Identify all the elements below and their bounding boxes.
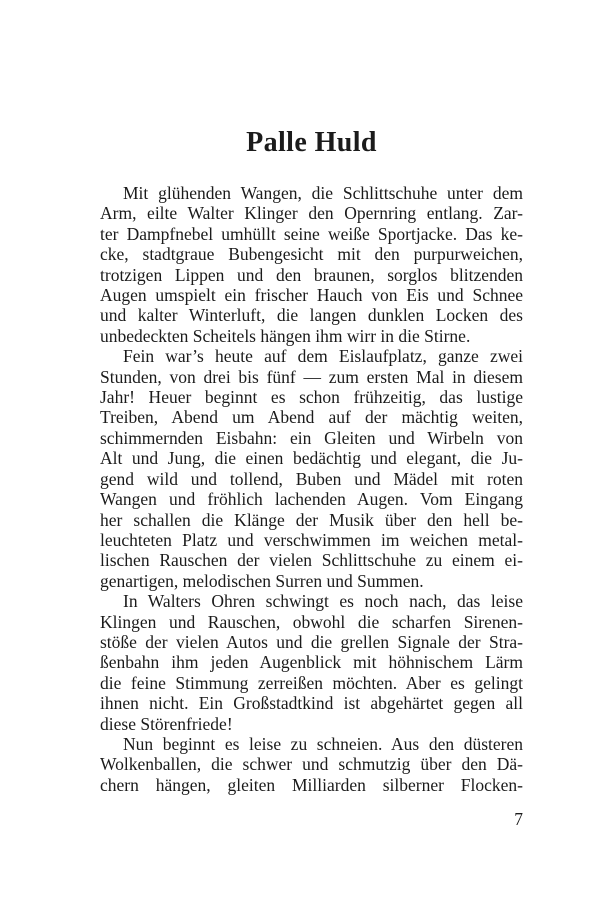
text-line: cke, stadtgraue Bubengesicht mit den purpurweichen, <box>100 244 523 265</box>
text-line: chern hängen, gleiten Milliarden silberner Flocken- <box>100 774 523 795</box>
paragraph <box>100 591 523 734</box>
paragraph <box>100 346 523 591</box>
page-title: Palle Huld <box>246 127 377 158</box>
paragraph <box>100 734 523 795</box>
text-line: Stunden, von drei bis fünf — zum ersten Mal in diesem <box>100 366 523 387</box>
text-line: die feine Stimmung zerreißen möchten. Aber es gelingt <box>100 672 523 693</box>
text-line: stöße der vielen Autos und die grellen Signale der Stra- <box>100 631 523 652</box>
text-line: Fein war’s heute auf dem Eislaufplatz, ganze zwei <box>123 346 523 367</box>
text-line: Nun beginnt es leise zu schneien. Aus den düsteren <box>123 733 523 754</box>
text-line: Treiben, Abend um Abend auf der mächtig weiten, <box>100 407 523 428</box>
text-line: diese Störenfriede! <box>100 713 233 734</box>
text-line: ßenbahn ihm jeden Augenblick mit höhnischem Lärm <box>100 652 523 673</box>
text-line: Klingen und Rauschen, obwohl die scharfen Sirenen- <box>100 611 523 632</box>
text-line: ter Dampfnebel umhüllt seine weiße Sportjacke. Das ke- <box>100 223 523 244</box>
text-line: und kalter Winterluft, die langen dunklen Locken des <box>100 305 523 326</box>
text-line: genartigen, melodischen Surren und Summen. <box>100 570 424 591</box>
text-line: leuchteten Platz und verschwimmen im weichen metal- <box>100 529 523 550</box>
text-line: Alt und Jung, die einen bedächtig und elegant, die Ju- <box>100 448 523 469</box>
text-line: Wangen und fröhlich lachenden Augen. Vom Eingang <box>100 489 523 510</box>
text-line: schimmernden Eisbahn: ein Gleiten und Wirbeln von <box>100 427 523 448</box>
text-line: unbedeckten Scheitels hängen ihm wirr in die Stirne. <box>100 325 471 346</box>
text-line: Mit glühenden Wangen, die Schlittschuhe unter dem <box>123 183 523 203</box>
text-line: Arm, eilte Walter Klinger den Opernring entlang. Zar- <box>100 203 523 224</box>
page-number: 7 <box>514 809 523 829</box>
text-line: Wolkenballen, die schwer und schmutzig über den Dä- <box>100 754 523 775</box>
text-line: In Walters Ohren schwingt es noch nach, das leise <box>123 591 523 612</box>
text-line: ihnen nicht. Ein Großstadtkind ist abgehärtet gegen all <box>100 693 523 714</box>
text-line: lischen Rauschen der vielen Schlittschuhe zu einem ei- <box>100 550 523 571</box>
text-line: Augen umspielt ein frischer Hauch von Eis und Schnee <box>100 285 523 306</box>
text-line: gend wild und tollend, Buben und Mädel mit roten <box>100 468 523 489</box>
paragraph <box>100 183 523 346</box>
text-line: her schallen die Klänge der Musik über den hell be- <box>100 509 523 530</box>
body-text <box>100 183 523 795</box>
text-line: Jahr! Heuer beginnt es schon frühzeitig, das lustige <box>100 387 523 408</box>
text-line: trotzigen Lippen und den braunen, sorglos blitzenden <box>100 264 523 285</box>
